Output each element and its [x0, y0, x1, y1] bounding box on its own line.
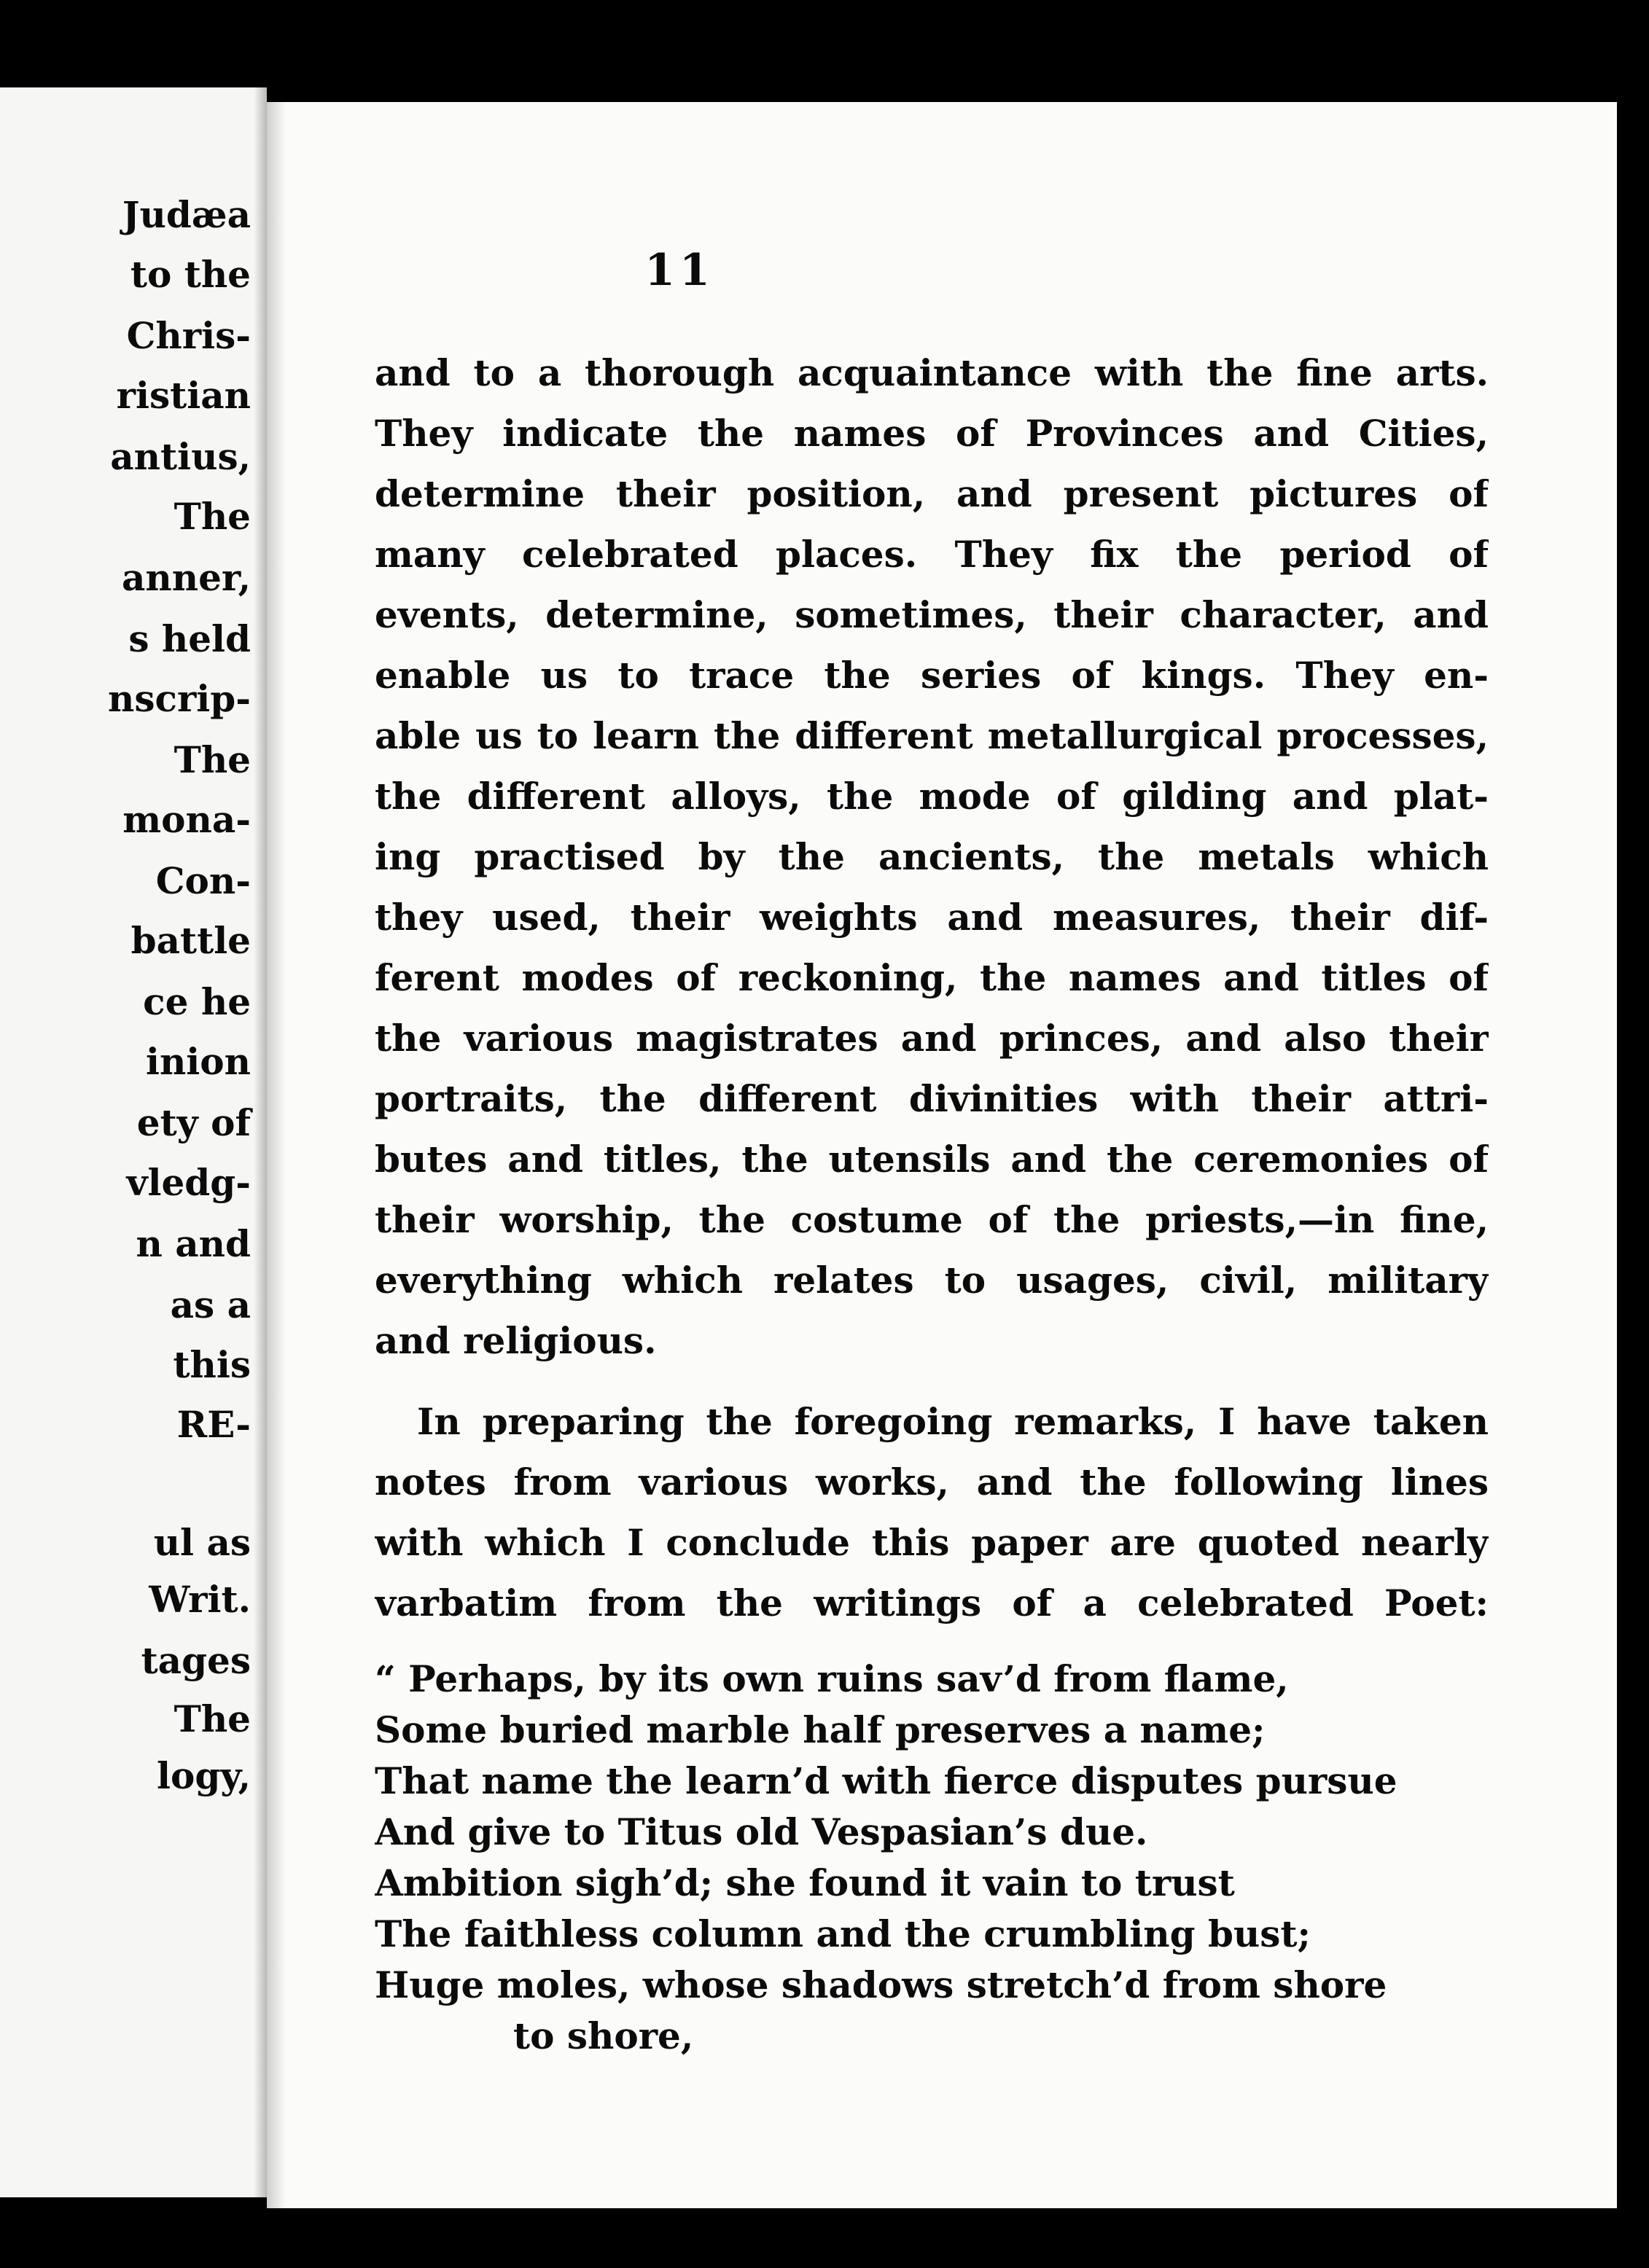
page-edge-shadow	[267, 102, 286, 2208]
text-line: notes from various works, and the following lines	[375, 1460, 1489, 1503]
text-line: varbatim from the writings of a celebrated Poet:	[375, 1581, 1489, 1624]
paragraph-gap	[375, 1633, 1489, 1654]
text-line: able us to learn the different metallurgical processes,	[375, 714, 1489, 757]
verse-line: “ Perhaps, by its own ruins sav’d from flame,	[375, 1657, 1289, 1700]
left-page-line: mona-	[122, 798, 251, 841]
left-page-line: RE-	[176, 1403, 251, 1446]
verse-line: The faithless column and the crumbling bust;	[375, 1912, 1311, 1955]
verse-line: Huge moles, whose shadows stretch’d from shore	[375, 1963, 1387, 2006]
left-page-line: antius,	[110, 435, 251, 478]
left-page-line: Con-	[155, 859, 251, 902]
left-page-line: logy,	[157, 1754, 251, 1797]
left-page-line: Judæa	[122, 193, 251, 236]
verse-line: Some buried marble half preserves a name;	[375, 1708, 1266, 1751]
left-page-line: this	[173, 1343, 251, 1386]
verse-line: And give to Titus old Vespasian’s due.	[375, 1810, 1148, 1853]
left-page-line: anner,	[121, 556, 251, 599]
text-line: ing practised by the ancients, the metals which	[375, 835, 1489, 878]
left-page-line: Writ.	[149, 1578, 251, 1621]
left-page-line: The	[174, 1697, 251, 1740]
left-page-line: to the	[130, 253, 251, 296]
body-text	[375, 343, 1489, 2062]
left-page-line: vledg-	[126, 1161, 251, 1204]
left-page-line: The	[174, 495, 251, 538]
gutter-shadow	[254, 87, 267, 2197]
text-line: portraits, the different divinities with their attri-	[375, 1077, 1489, 1120]
left-page-line: ce he	[143, 980, 251, 1023]
text-line: the various magistrates and princes, and also their	[375, 1017, 1489, 1060]
verse-line: to shore,	[513, 2014, 694, 2057]
text-line: They indicate the names of Provinces and Cities,	[375, 412, 1489, 455]
left-page-line: ul as	[153, 1521, 251, 1564]
paragraph-1	[375, 343, 1489, 1371]
left-page-line: n and	[136, 1222, 251, 1265]
verse-line: Ambition sigh’d; she found it vain to trust	[375, 1861, 1235, 1904]
left-page-line: s held	[128, 617, 251, 660]
text-line: the different alloys, the mode of gilding and plat-	[375, 775, 1489, 818]
text-line: butes and titles, the utensils and the ceremonies of	[375, 1138, 1489, 1181]
page-number: 11	[644, 245, 714, 296]
left-page-line: tages	[141, 1639, 251, 1682]
text-line: enable us to trace the series of kings. They en-	[375, 654, 1489, 697]
text-line: and to a thorough acquaintance with the fine arts.	[375, 351, 1489, 394]
paragraph-gap	[375, 1371, 1489, 1391]
left-page-line: ristian	[116, 374, 251, 417]
text-line: they used, their weights and measures, their dif-	[375, 896, 1489, 939]
text-line: everything which relates to usages, civil, military	[375, 1259, 1489, 1302]
text-line: with which I conclude this paper are quoted nearly	[375, 1521, 1489, 1564]
left-page-line: The	[174, 738, 251, 781]
text-line: determine their position, and present pictures of	[375, 472, 1489, 515]
text-line: many celebrated places. They fix the period of	[375, 533, 1489, 576]
left-page-line: nscrip-	[108, 677, 251, 720]
text-line: and religious.	[375, 1319, 657, 1362]
right-page	[267, 102, 1617, 2208]
left-page-line: Chris-	[126, 314, 251, 357]
left-page-line: inion	[145, 1040, 251, 1083]
left-page-line: ety of	[136, 1101, 251, 1144]
text-line: events, determine, sometimes, their character, and	[375, 593, 1489, 636]
verse-line: That name the learn’d with fierce disputes pursue	[375, 1759, 1397, 1802]
text-line: In preparing the foregoing remarks, I have taken	[417, 1400, 1489, 1443]
text-line: ferent modes of reckoning, the names and titles of	[375, 956, 1489, 999]
left-facing-page	[0, 87, 267, 2197]
text-line: their worship, the costume of the priests,—in fine,	[375, 1198, 1489, 1241]
verse-quotation	[375, 1654, 1489, 2062]
paragraph-2	[375, 1391, 1489, 1633]
left-page-line: battle	[130, 919, 251, 962]
left-page-line: as a	[170, 1283, 251, 1326]
